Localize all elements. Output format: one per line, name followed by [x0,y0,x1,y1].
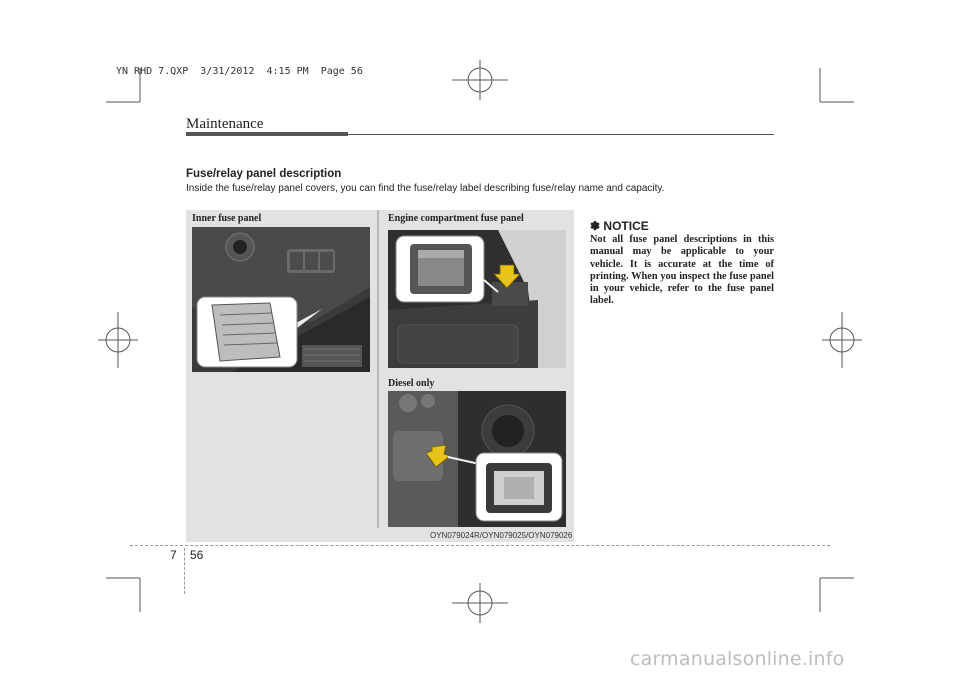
title-rule-line [348,134,774,135]
page-number: 56 [190,548,204,562]
notice-heading [590,219,649,233]
label-diesel-only: Diesel only [388,378,435,389]
figure-code: OYN079024R/OYN079025/OYN079026 [430,531,573,540]
watermark: carmanualsonline.info [630,648,845,670]
inner-fuse-panel-photo [192,227,370,372]
label-engine-fuse-panel: Engine compartment fuse panel [388,213,524,224]
footer-divider [184,548,185,594]
print-header: YN RHD 7.QXP 3/31/2012 4:15 PM Page 56 [116,66,363,77]
figure-divider [377,210,379,528]
label-inner-fuse-panel: Inner fuse panel [192,213,262,224]
section-title: Maintenance [186,116,264,132]
notice-body: Not all fuse panel descriptions in this manual may be applicable to your vehicle. It is accurate at the time of printing. When you inspect the fuse panel in your vehicle, refer to the fuse panel label. [590,234,774,307]
title-rule [186,132,348,136]
notice-symbol-icon: ✽ [590,219,601,233]
chapter-number: 7 [170,548,177,562]
diesel-fuse-panel-photo [388,391,566,527]
page-heading: Fuse/relay panel description [186,168,342,180]
notice-title: NOTICE [603,219,649,233]
footer-rule [130,545,830,546]
engine-fuse-panel-photo [388,230,566,368]
intro-text: Inside the fuse/relay panel covers, you can find the fuse/relay label describing fuse/relay name and capacity. [186,183,665,194]
